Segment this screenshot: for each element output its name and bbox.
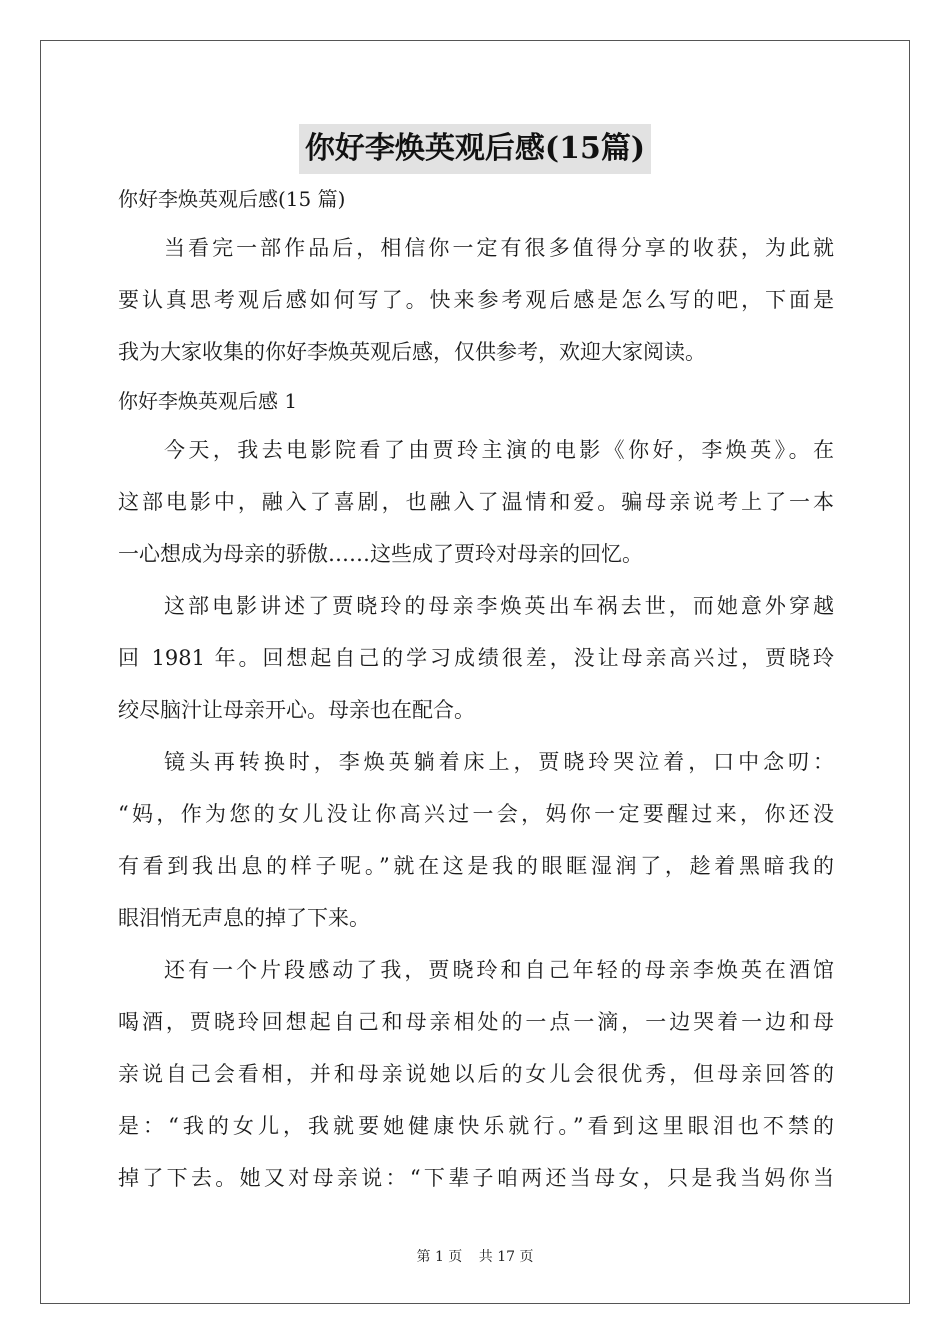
text-line: 亲说自己会看相，并和母亲说她以后的女儿会很优秀，但母亲回答的 bbox=[118, 1062, 834, 1086]
body-paragraph bbox=[118, 944, 834, 1204]
text-line: 一心想成为母亲的骄傲……这些成了贾玲对母亲的回忆。 bbox=[118, 542, 643, 566]
text-line: 掉了下去。她又对母亲说：“下辈子咱两还当母女，只是我当妈你当 bbox=[118, 1166, 834, 1190]
text-line: 要认真思考观后感如何写了。快来参考观后感是怎么写的吧，下面是 bbox=[118, 288, 834, 312]
document-body bbox=[118, 176, 834, 1204]
body-paragraph bbox=[118, 424, 834, 580]
document-subtitle: 你好李焕英观后感(15 篇) bbox=[118, 187, 346, 211]
text-line: 喝酒，贾晓玲回想起自己和母亲相处的一点一滴，一边哭着一边和母 bbox=[118, 1010, 834, 1034]
page-number: 第 1 页 bbox=[416, 1249, 463, 1265]
body-paragraph bbox=[118, 580, 834, 736]
text-line: 当看完一部作品后，相信你一定有很多值得分享的收获，为此就 bbox=[164, 236, 834, 260]
page-footer bbox=[0, 1246, 950, 1266]
text-line: 眼泪悄无声息的掉了下来。 bbox=[118, 906, 370, 930]
page-total: 共 17 页 bbox=[478, 1249, 534, 1265]
text-line: 是：“我的女儿，我就要她健康快乐就行。”看到这里眼泪也不禁的 bbox=[118, 1114, 834, 1138]
text-line: 绞尽脑汁让母亲开心。母亲也在配合。 bbox=[118, 698, 475, 722]
text-line: 这部电影讲述了贾晓玲的母亲李焕英出车祸去世，而她意外穿越 bbox=[164, 594, 834, 618]
text-line: 有看到我出息的样子呢。”就在这是我的眼眶湿润了，趁着黑暗我的 bbox=[118, 854, 834, 878]
text-line: “妈，作为您的女儿没让你高兴过一会，妈你一定要醒过来，你还没 bbox=[118, 802, 834, 826]
document-title: 你好李焕英观后感(15篇) bbox=[299, 124, 651, 174]
text-line: 镜头再转换时，李焕英躺着床上，贾晓玲哭泣着，口中念叨： bbox=[164, 750, 834, 774]
text-line: 这部电影中，融入了喜剧，也融入了温情和爱。骗母亲说考上了一本 bbox=[118, 490, 834, 514]
document-title-block bbox=[0, 124, 950, 174]
section-heading: 你好李焕英观后感 1 bbox=[118, 389, 298, 413]
text-line: 今天，我去电影院看了由贾玲主演的电影《你好，李焕英》。在 bbox=[164, 438, 834, 462]
text-line: 回 1981 年。回想起自己的学习成绩很差，没让母亲高兴过，贾晓玲 bbox=[118, 646, 834, 670]
text-line: 还有一个片段感动了我，贾晓玲和自己年轻的母亲李焕英在酒馆 bbox=[164, 958, 834, 982]
intro-paragraph bbox=[118, 222, 834, 378]
body-paragraph bbox=[118, 736, 834, 944]
text-line: 我为大家收集的你好李焕英观后感，仅供参考，欢迎大家阅读。 bbox=[118, 340, 706, 364]
